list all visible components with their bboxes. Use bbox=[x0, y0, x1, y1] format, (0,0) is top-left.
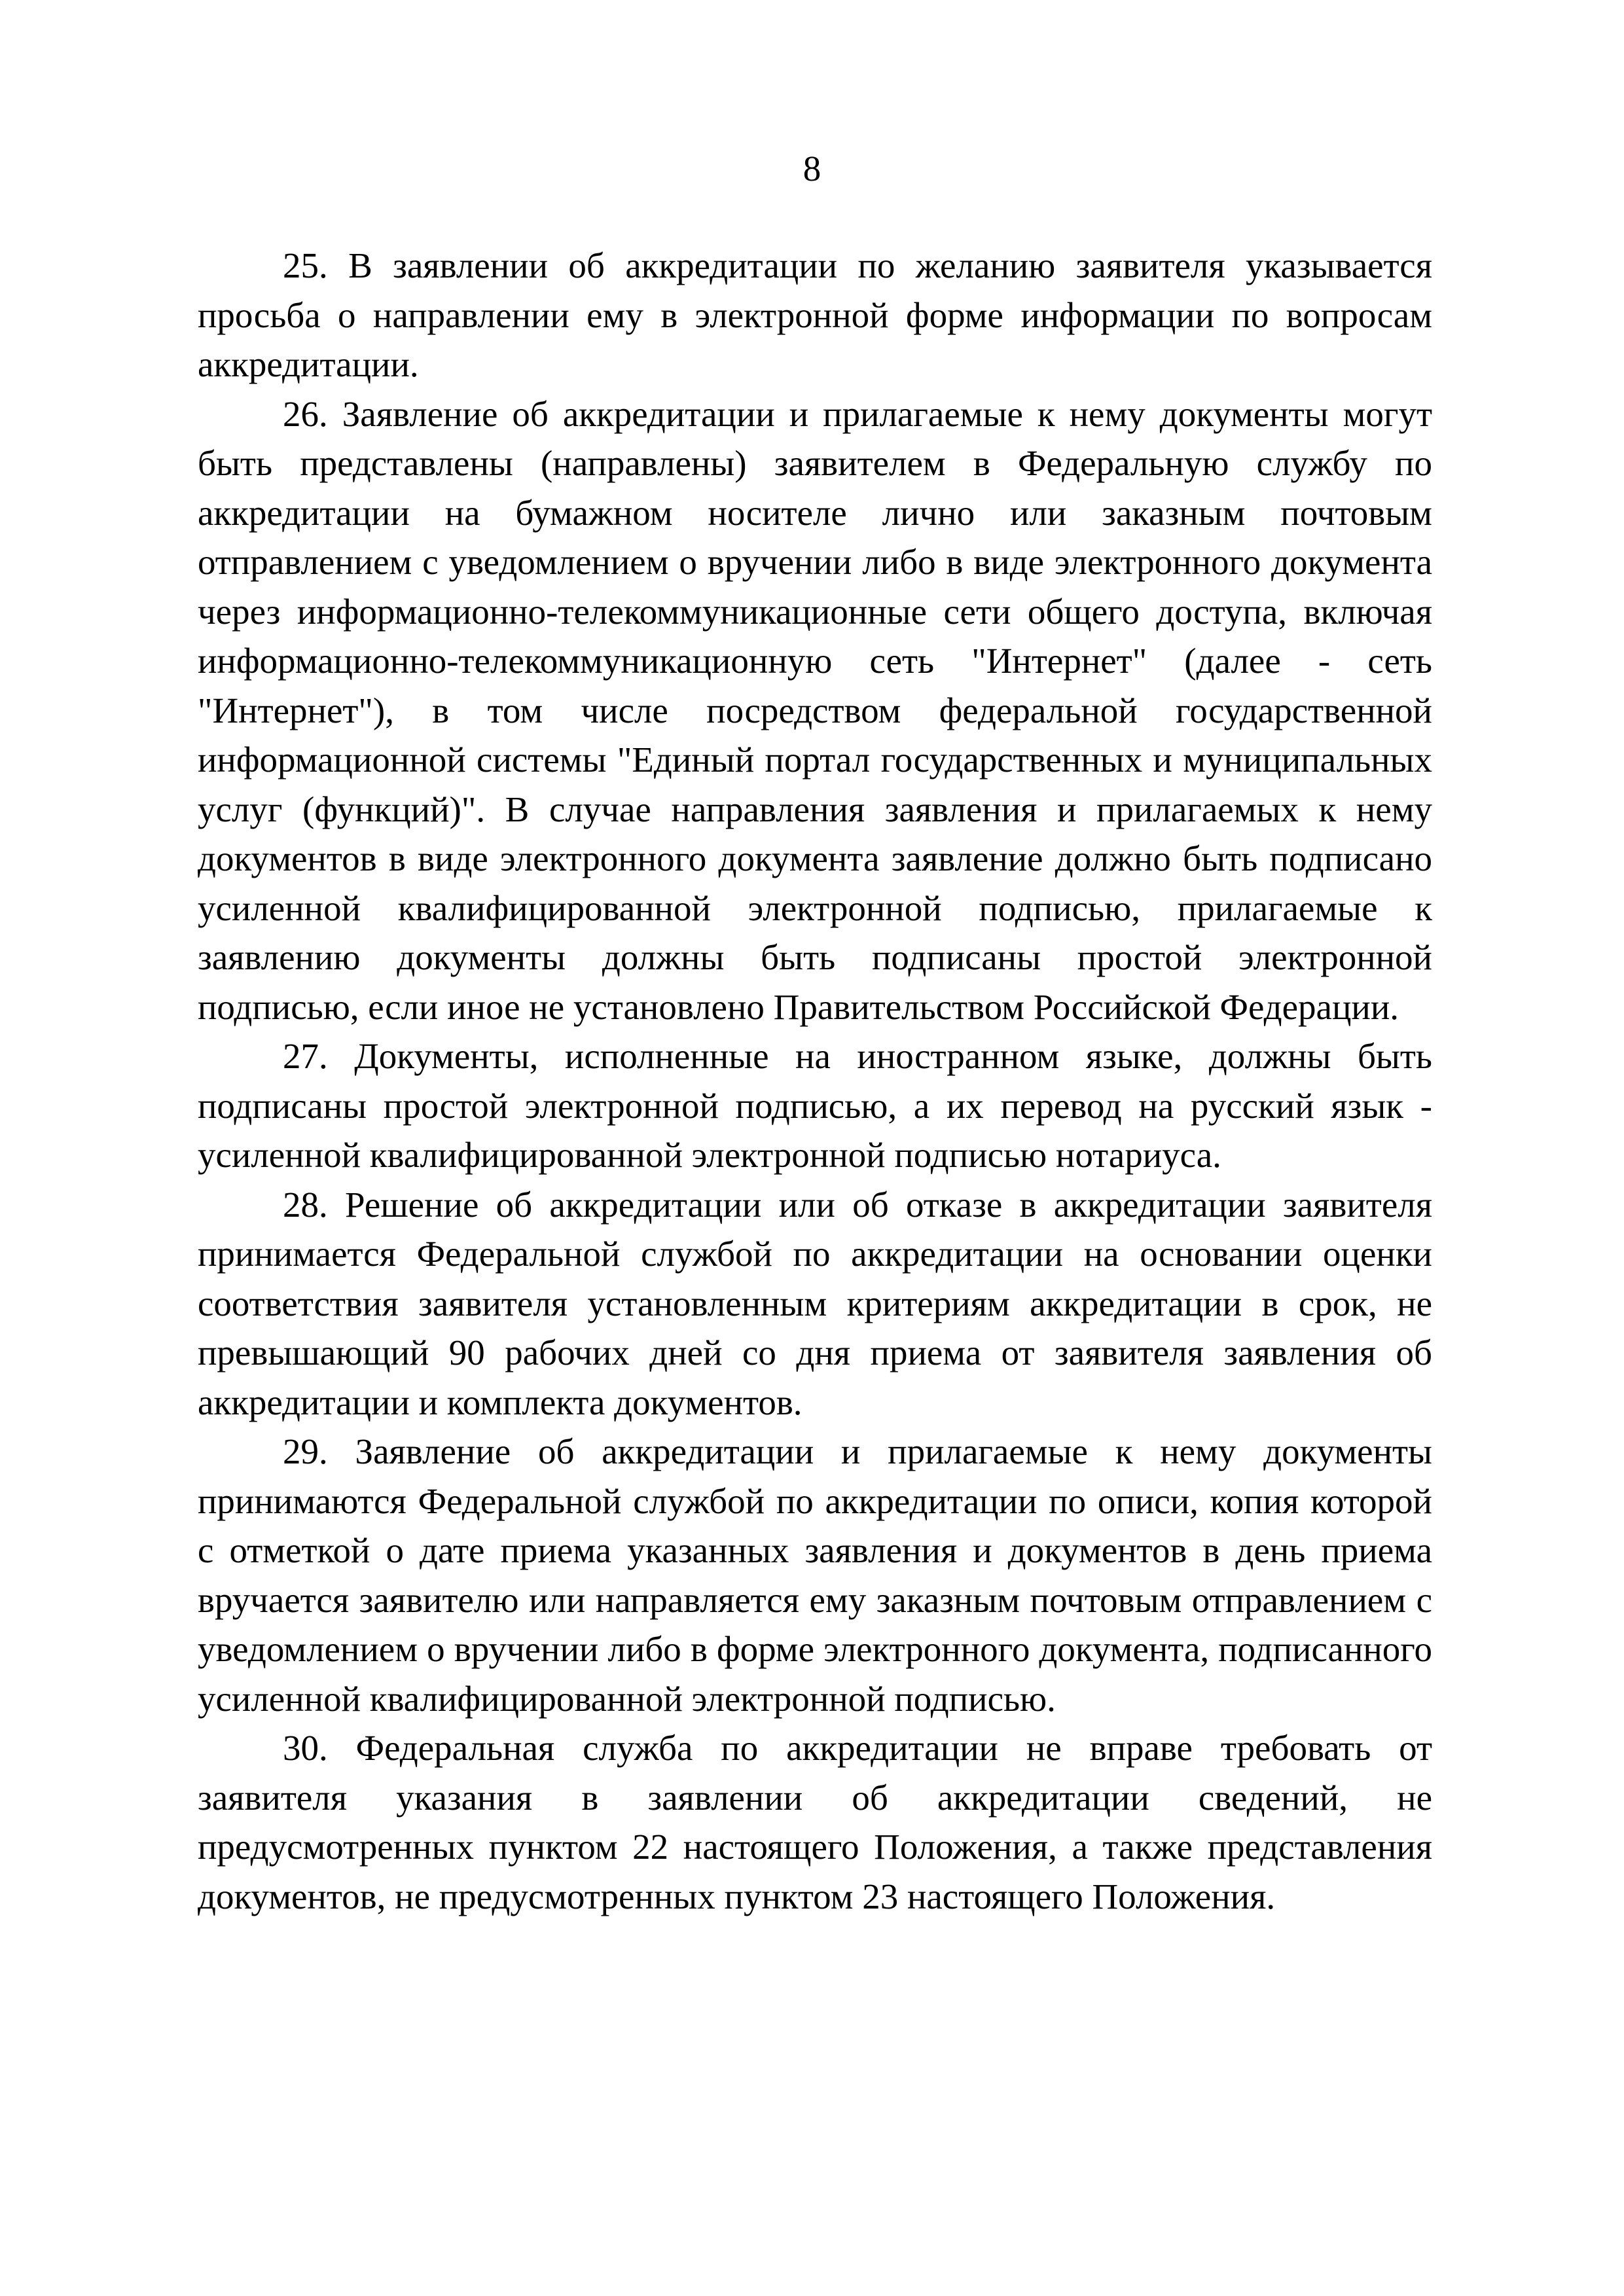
paragraph-30: 30. Федеральная служба по аккредитации не вправе требовать от заявителя указания в заявлении об аккредитации сведений, не предусмотренных пунктом 22 настоящего Положения, а также представления документов, не предусмотренных пунктом 23 настоящего Положения. bbox=[198, 1728, 1432, 1916]
paragraph-29: 29. Заявление об аккредитации и прилагаемые к нему документы принимаются Федеральной службой по аккредитации по описи, копия которой с отметкой о дате приема указанных заявления и документов в день приема вручается заявителю или направляется ему заказным почтовым отправлением с уведомлением о вручении либо в форме электронного документа, подписанного усиленной квалифицированной электронной подписью. bbox=[198, 1431, 1432, 1719]
document-body bbox=[198, 241, 1432, 1921]
paragraph-27: 27. Документы, исполненные на иностранном языке, должны быть подписаны простой электронной подписью, а их перевод на русский язык - усиленной квалифицированной электронной подписью нотариуса. bbox=[198, 1036, 1432, 1175]
paragraph-26: 26. Заявление об аккредитации и прилагаемые к нему документы могут быть представлены (направлены) заявителем в Федеральную службу по аккредитации на бумажном носителе лично или заказным почтовым отправлением с уведомлением о вручении либо в виде электронного документа через информационно-телекоммуникационные сети общего доступа, включая информационно-телекоммуникационную сеть "Интернет" (далее - сеть "Интернет"), в том числе посредством федеральной государственной информационной системы "Единый портал государственных и муниципальных услуг (функций)". В случае направления заявления и прилагаемых к нему документов в виде электронного документа заявление должно быть подписано усиленной квалифицированной электронной подписью, прилагаемые к заявлению документы должны быть подписаны простой электронной подписью, если иное не установлено Правительством Российской Федерации. bbox=[198, 393, 1432, 1027]
paragraph-28: 28. Решение об аккредитации или об отказе в аккредитации заявителя принимается Федеральной службой по аккредитации на основании оценки соответствия заявителя установленным критериям аккредитации в срок, не превышающий 90 рабочих дней со дня приема от заявителя заявления об аккредитации и комплекта документов. bbox=[198, 1184, 1432, 1422]
paragraph-25: 25. В заявлении об аккредитации по желанию заявителя указывается просьба о направлении ему в электронной форме информации по вопросам аккредитации. bbox=[198, 245, 1432, 384]
page-number: 8 bbox=[803, 149, 821, 188]
